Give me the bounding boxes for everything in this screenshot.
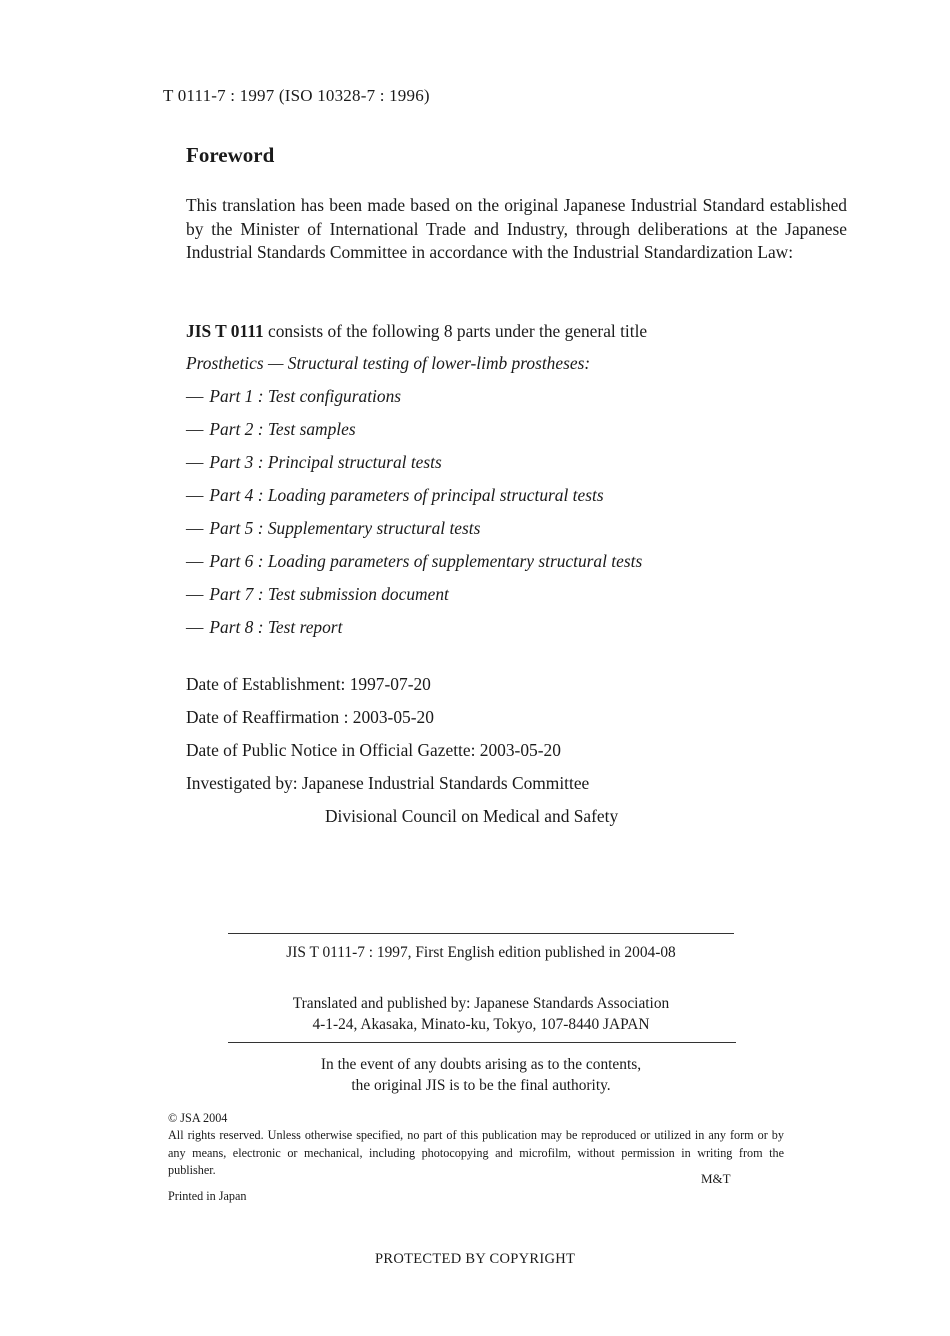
parts-intro-text: consists of the following 8 parts under the general title [263,321,648,341]
publisher-address: 4-1-24, Akasaka, Minato-ku, Tokyo, 107-8440 JAPAN [312,1016,650,1033]
translated-by: Translated and published by: Japanese Standards Association [292,995,670,1012]
publisher-block [228,993,734,1035]
list-dash: — [186,617,204,637]
date-reaffirmed: Date of Reaffirmation : 2003-05-20 [186,707,434,727]
list-item [186,485,642,518]
part-label: Part 8 : Test report [209,617,343,637]
authority-note-line1: In the event of any doubts arising as to the contents, [320,1056,642,1073]
document-code: T 0111-7 : 1997 (ISO 10328-7 : 1996) [163,86,430,105]
part-label: Part 5 : Supplementary structural tests [209,518,481,538]
date-established: Date of Establishment: 1997-07-20 [186,674,431,694]
parts-list [186,386,642,650]
list-dash: — [186,452,204,472]
list-item [186,551,642,584]
part-label: Part 1 : Test configurations [209,386,402,406]
divider-top [228,933,734,934]
parts-intro-line [186,321,647,342]
divider-bottom [228,1042,736,1043]
authority-note [228,1054,734,1096]
list-dash: — [186,386,204,406]
list-dash: — [186,584,204,604]
investigated-by-council: Divisional Council on Medical and Safety [325,806,619,826]
part-label: Part 4 : Loading parameters of principal structural tests [209,485,604,505]
page-title: Foreword [186,143,275,167]
list-item [186,584,642,617]
rights-paragraph: All rights reserved. Unless otherwise specified, no part of this publication may be reproduced or utilized in any form or by any means, electronic or mechanical, including photocopying and microfilm, without permission in writing from the publisher. [168,1128,784,1178]
copyright-footer: PROTECTED BY COPYRIGHT [375,1251,576,1267]
printed-in: Printed in Japan [168,1189,247,1203]
general-title: Prosthetics — Structural testing of lower-limb prostheses: [186,353,591,373]
part-label: Part 3 : Principal structural tests [209,452,442,472]
list-dash: — [186,485,204,505]
list-item [186,419,642,452]
part-label: Part 7 : Test submission document [209,584,449,604]
list-dash: — [186,551,204,571]
dates-block [186,674,618,839]
investigated-by: Investigated by: Japanese Industrial Standards Committee [186,773,590,793]
edition-line: JIS T 0111-7 : 1997, First English edition published in 2004-08 [286,944,676,961]
list-item [186,518,642,551]
list-item [186,386,642,419]
date-public-notice: Date of Public Notice in Official Gazette: 2003-05-20 [186,740,561,760]
copyright-line: © JSA 2004 [168,1111,228,1125]
intro-paragraph: This translation has been made based on the original Japanese Industrial Standard established by the Minister of International Trade and Industry, through deliberations at the Japanese Industrial Standards Committee in accordance with the Industrial Standardization Law: [186,195,847,263]
list-item [186,617,642,650]
mt-mark: M&T [701,1171,731,1186]
part-label: Part 6 : Loading parameters of supplementary structural tests [209,551,643,571]
part-label: Part 2 : Test samples [209,419,356,439]
standard-code: JIS T 0111 [186,321,264,341]
list-item [186,452,642,485]
list-dash: — [186,419,204,439]
list-dash: — [186,518,204,538]
authority-note-line2: the original JIS is to be the final authority. [351,1077,611,1094]
